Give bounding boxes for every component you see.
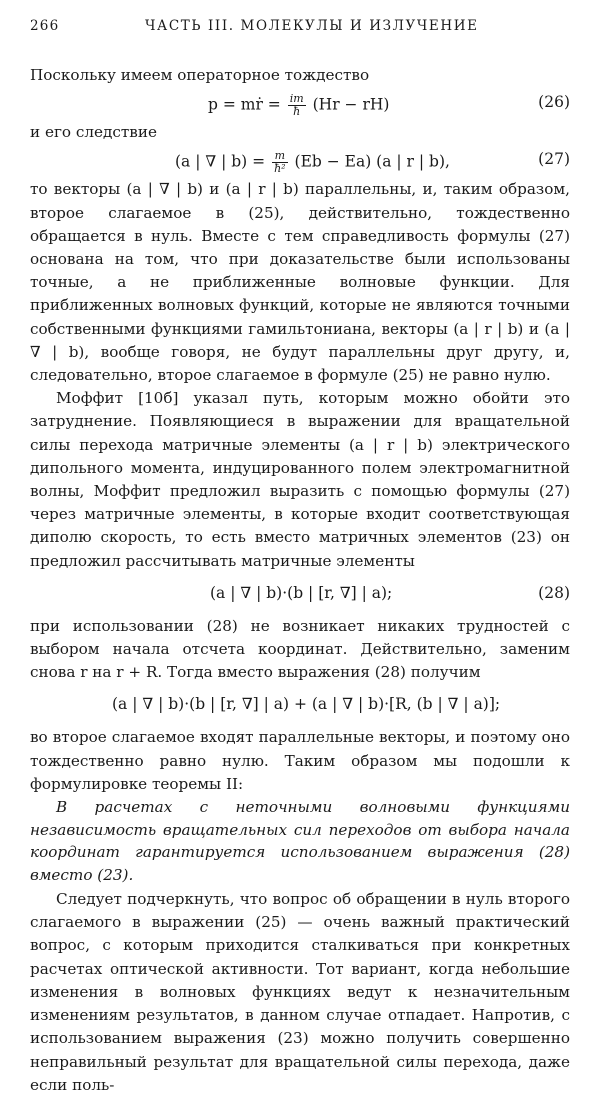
- equation-28-body: (a | ∇ | b)·(b | [r, ∇] | a);: [210, 583, 393, 602]
- equation-26-fraction: [288, 93, 306, 118]
- equation-27-numerator: m: [272, 150, 288, 163]
- paragraph-emphasis: Следует подчеркнуть, что вопрос об обращении в нуль второго слагаемого в выражении (25) — очень важный практический вопрос, с которым приходится сталкиваться при конкретных расчетах оптической активности. Тот вариант, когда небольшие изменения в волновых функциях ведут к незначительным изменениям результатов, в данном случае отпадает. Напротив, с использованием выражения (23) можно получить совершенно неправильный результат для вращательной силы перехода, даже если поль-: [30, 890, 570, 1094]
- equation-28-number: (28): [538, 583, 570, 602]
- equation-shifted-body: (a | ∇ | b)·(b | [r, ∇] | a) + (a | ∇ | b)·[R, (b | ∇ | a)];: [112, 695, 501, 714]
- theorem-ii: В расчетах с неточными волновыми функциями независимость вращательных сил переходов от выбора начала координат гарантируется использованием выражения (28) вместо (23).: [30, 798, 570, 884]
- equation-26-denominator: ħ: [293, 105, 301, 119]
- paragraph-moffitt: Моффит [10б] указал путь, которым можно обойти это затруднение. Появляющиеся в выражении для вращательной силы перехода матричные элементы (a | r | b) электрического дипольного момента, индуцированного полем электромагнитной волны, Моффит предложил выразить с помощью формулы (27) через матричные элементы, в которые входит соответствующая диполю скорость, то есть вместо матричных элементов (23) он предложил рассчитывать матричные элементы: [30, 389, 570, 570]
- paragraph-consequence: и его следствие: [30, 123, 157, 142]
- running-title: ЧАСТЬ III. МОЛЕКУЛЫ И ИЗЛУЧЕНИЕ: [145, 18, 479, 34]
- paragraph-parallel-vectors: то векторы (a | ∇ | b) и (a | r | b) параллельны, и, таким образом, второе слагаемое в (25), действительно, тождественно обращается в нуль. Вместе с тем справедливость формулы (27) основана на том, что при доказательстве были использованы точные, а не приближенные волновые функции. Для приближенных волновых функций, которые не являются точными собственными функциями гамильтониана, векторы (a | r | b) и (a | ∇ | b), вообще говоря, не будут параллельны друг другу, и, следовательно, второе слагаемое в формуле (25) не равно нулю.: [30, 180, 570, 385]
- equation-27-body: [175, 150, 450, 175]
- paragraph-origin-shift: при использовании (28) не возникает никаких трудностей с выбором начала отсчета координат. Действительно, заменим снова r на r + R. Тогда вместо выражения (28) получим: [30, 616, 570, 682]
- page-number: 266: [30, 18, 60, 34]
- equation-27-lhs: (a | ∇ | b) =: [175, 152, 266, 171]
- equation-27-denominator: ħ²: [274, 162, 286, 176]
- paragraph-theorem-intro: во второе слагаемое входят параллельные векторы, и поэтому оно тождественно равно нулю. Таким образом мы подошли к формулировке теоремы II:: [30, 728, 570, 793]
- book-page: [30, 18, 570, 1097]
- equation-26-numerator: im: [289, 92, 304, 106]
- equation-26: [30, 87, 570, 121]
- equation-26-rhs: (Hr − rH): [312, 95, 390, 114]
- equation-27-fraction: [272, 150, 288, 175]
- equation-27: [30, 144, 570, 178]
- equation-27-number: (27): [538, 150, 570, 169]
- equation-26-lhs: p = mṙ =: [208, 95, 281, 114]
- running-header: [30, 18, 570, 40]
- equation-26-body: [208, 93, 389, 118]
- equation-shifted: [30, 684, 570, 726]
- equation-26-number: (26): [538, 93, 570, 112]
- equation-27-rhs: (Eb − Ea) (a | r | b),: [294, 152, 450, 171]
- paragraph-operator-identity: Поскольку имеем операторное тождество: [30, 66, 370, 84]
- equation-28: [30, 573, 570, 615]
